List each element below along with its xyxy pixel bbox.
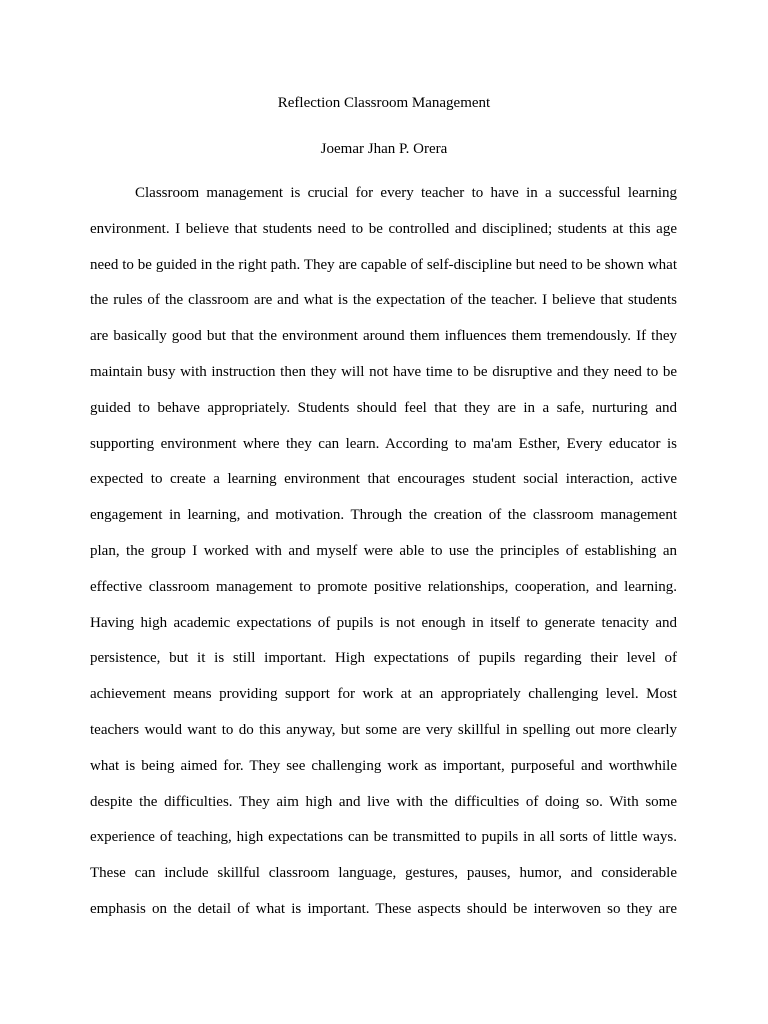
- paragraph-line: the rules of the classroom are and what is the expectation of the teacher. I believe that students: [90, 292, 677, 309]
- paragraph-line: guided to behave appropriately. Students should feel that they are in a safe, nurturing and: [90, 399, 677, 416]
- paragraph-line: are basically good but that the environment around them influences them tremendously. If they: [90, 328, 677, 345]
- paragraph-line: expected to create a learning environment that encourages student social interaction, active: [90, 471, 677, 488]
- paragraph-line: experience of teaching, high expectations can be transmitted to pupils in all sorts of little ways.: [90, 829, 677, 846]
- paragraph-line: Classroom management is crucial for every teacher to have in a successful learning: [135, 185, 677, 201]
- paragraph-line: persistence, but it is still important. High expectations of pupils regarding their level of: [90, 650, 677, 667]
- paragraph-line: maintain busy with instruction then they will not have time to be disruptive and they need to be: [90, 363, 677, 380]
- paragraph-line: These can include skillful classroom language, gestures, pauses, humor, and considerable: [90, 865, 677, 882]
- paragraph-line: despite the difficulties. They aim high and live with the difficulties of doing so. With some: [90, 793, 677, 810]
- paragraph-line: Having high academic expectations of pupils is not enough in itself to generate tenacity and: [90, 614, 677, 631]
- body-paragraph: [90, 176, 677, 928]
- paragraph-line: teachers would want to do this anyway, but some are very skillful in spelling out more clearly: [90, 721, 677, 738]
- author-name: Joemar Jhan P. Orera: [320, 141, 448, 157]
- paragraph-line: need to be guided in the right path. They are capable of self-discipline but need to be shown what: [90, 256, 677, 273]
- paragraph-line: engagement in learning, and motivation. Through the creation of the classroom management: [90, 507, 677, 524]
- paragraph-line: effective classroom management to promote positive relationships, cooperation, and learning.: [90, 578, 677, 595]
- paragraph-line: emphasis on the detail of what is important. These aspects should be interwoven so they are: [90, 900, 677, 917]
- document-title: Reflection Classroom Management: [277, 95, 491, 111]
- paragraph-line: what is being aimed for. They see challenging work as important, purposeful and worthwhile: [90, 757, 677, 774]
- paragraph-line: environment. I believe that students need to be controlled and disciplined; students at this age: [90, 220, 677, 237]
- paragraph-line: plan, the group I worked with and myself were able to use the principles of establishing an: [90, 542, 677, 559]
- paragraph-line: supporting environment where they can learn. According to ma'am Esther, Every educator is: [90, 435, 677, 452]
- paragraph-line: achievement means providing support for work at an appropriately challenging level. Most: [90, 686, 677, 703]
